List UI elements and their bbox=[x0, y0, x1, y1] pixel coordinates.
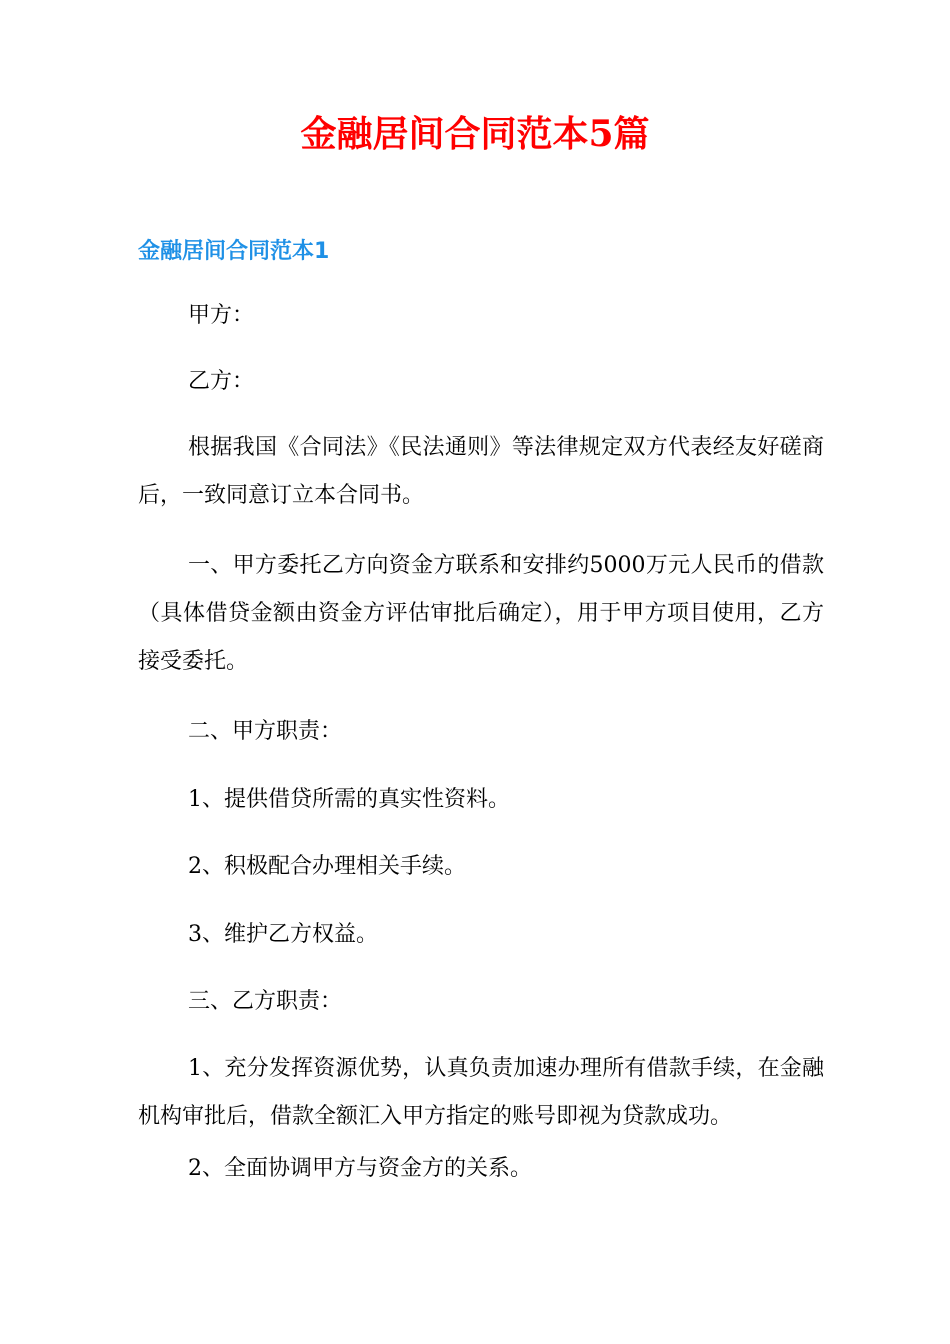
paragraph-clause-3-heading: 三、乙方职责： bbox=[188, 989, 343, 1014]
paragraph-party-a: 甲方： bbox=[188, 303, 255, 328]
paragraph-clause-2-item-3: 3、维护乙方权益。 bbox=[188, 922, 378, 947]
paragraph-clause-2-item-2: 2、积极配合办理相关手续。 bbox=[188, 854, 466, 879]
paragraph-party-b: 乙方： bbox=[188, 369, 255, 394]
paragraph-clause-2-item-1: 1、提供借贷所需的真实性资料。 bbox=[188, 787, 510, 812]
paragraph-clause-3-item-2: 2、全面协调甲方与资金方的关系。 bbox=[188, 1156, 532, 1181]
paragraph-preamble: 根据我国《合同法》《民法通则》等法律规定双方代表经友好磋商后，一致同意订立本合同书。 bbox=[138, 435, 824, 508]
section-heading: 金融居间合同范本1 bbox=[138, 239, 330, 264]
paragraph-clause-2-heading: 二、甲方职责： bbox=[188, 719, 343, 744]
paragraph-clause-3-item-1: 1、充分发挥资源优势，认真负责加速办理所有借款手续，在金融机构审批后，借款全额汇入甲方指定的账号即视为贷款成功。 bbox=[138, 1056, 824, 1129]
document-title: 金融居间合同范本5篇 bbox=[300, 113, 650, 155]
paragraph-clause-1: 一、甲方委托乙方向资金方联系和安排约5000万元人民币的借款（具体借贷金额由资金方评估审批后确定），用于甲方项目使用，乙方接受委托。 bbox=[138, 553, 824, 674]
